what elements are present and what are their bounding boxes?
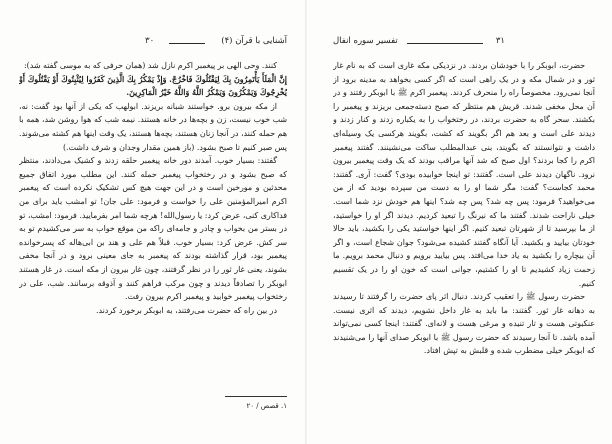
- right-paragraph-1: حضرت، ابوبکر را با خودشان بردند. در نزدیکی مکه غاری است که به نام غار ثور و در شمال مکه و در یک راهی است که اگر کسی بخواهد به مدینه برود از آنجا نمی‌رود. مخصوصاً راه را منحرف کردند. پیغمبر اکرم ﷺ با ابوبکر رفتند و در آن محل مخفی شدند. قریش هم منتظر که صبح دسته‌جمعی بریزند و پیغمبر را بکشند. سحر گاه به حضرت بردند، در رختخواب را به یکباره زدند و کنار زدند و دیدند علی است و بعد هم اگر بگویند که کشت، بگویند هرکسی یک وسیله‌ای داشت و نتوانستند که بگویند، بنی عبدالمطلب ساکت می‌نشینند. گفتند پیغمبر اکرم را کجا بردند؟ اول صبح که شد آنها مراقب بودند که یک وقت پیغمبر بیرون نرود. ناگهان دیدند علی است. گفتند: تو اینجا خوابیده بودی؟ گفت: آری. گفتند: محمد کجاست؟ گفت: مگر شما او را به دست من سپرده بودید که از من می‌خواهید؟ فرمود: پس چه شد؟ پس چه شد؟ اینها هم خودش نزد شما است. خیلی ناراحت شدند. گفتند ما که نیرنگ را تبعید کردیم. دیدند اگر او را خواستید، از ما بپرسید تا از شهرتان تبعید کنیم. اگر اینها خواستید یکی را بکشید، باید حالا خودتان بیایید و بکشید. آیا آنگاه گفتند کشیده می‌شود؟ جوان شجاع است، و اگر آن بیچاره را بکشید به یاد خدا می‌افتد. پس بیایید برویم و دنبال محمد برویم. ما زحمت زیاد کشیدیم تا او را کشتیم، جوانی است که خون او را در یک تقسیم کنیم.: [333, 61, 595, 288]
- left-page-header: [19, 34, 287, 50]
- right-header-rule: [407, 43, 483, 44]
- right-paragraph-2: حضرت رسول ﷺ را تعقیب کردند. دنبال اثر پای حضرت را گرفتند تا رسیدند به دهانه غار ثور. گفتند: ما باید به غار داخل نشویم، دیدند که اثری نیست. عنکبوتی هست و تار تنیده و مرغی هست و لانه‌ای. گفتند: اینجا کسی نمی‌تواند آمده باشد. تا آنجا رسیدند که حضرت رسول ﷺ با ابوبکر صدای آنها را می‌شنیدند که ابوبکر خیلی مضطرب شده و قلبش به تپش افتاد.: [333, 292, 595, 356]
- right-page-header: [333, 34, 595, 50]
- book-gutter: [305, 0, 307, 444]
- left-header-rule: [169, 43, 205, 44]
- left-paragraph-1: کنند. وحی الهی بر پیغمبر اکرم نازل شد (همان حرفی که به موسی گفته شد):: [23, 61, 277, 70]
- right-page-number: ۳۱: [495, 36, 505, 46]
- left-page-number: ۳۰: [145, 36, 155, 46]
- left-paragraph-3: از مکه بیرون برو. خواستند شبانه بریزند. ابولهب که یکی از آنها بود گفت: نه، شب خوب نیست، زن و بچه‌ها در خانه هستند. نیمه شب که هوا روشن شد، همه با هم حمله کنند، در آنجا زنان هستند، بچه‌ها هستند، یک وقت اینها هم کشته می‌شوند. پس صبر کنیم تا صبح بشود. (باز همین مقدار وجدان و شرف داشت.): [19, 101, 287, 152]
- left-running-title: آشنایی با قرآن (۴): [221, 36, 287, 46]
- quran-verse-quote: إِنَّ الْمَلَأَ يَأْتَمِرُونَ بِكَ لِيَقْتُلُوكَ فَاخْرُجْ. وَإِذْ يَمْكُرُ بِكَ الَّذِينَ كَفَرُوا لِيُثْبِتُوكَ أَوْ يَقْتُلُوكَ أَوْ يُخْرِجُوكَ وَيَمْكُرُونَ وَيَمْكُرُ اللَّهُ وَاللَّهُ خَيْرُ الْمَاكِرِينَ.: [19, 74, 287, 98]
- left-paragraph-4: گفتند: بسیار خوب. آمدند دور خانه پیغمبر حلقه زدند و کشیک می‌دادند، منتظر که صبح بشود و در رختخواب پیغمبر حمله کنند. این مطلب مورد اتفاق جمیع محدثین و مورخین است و در این جهت هیچ کس تشکیک نکرده است که پیغمبر اکرم امیرالمؤمنین علی را خواست و فرمود: علی جان! تو امشب باید برای من فداکاری کنی، عرض کرد: یا رسول‌الله! هرچه شما امر بفرمایید. فرمود: امشب، تو در بستر من بخواب و چادر و جامه‌ای راکه من موقع خواب به سر می‌کشیدم تو به سر کش. عرض کرد: بسیار خوب. قبلاً هم علی و هند بن ابی‌هاله که پسرخوانده پیغمبر بود، قرار گذاشته بودند که پیغمبر به جای معینی برود و در آنجا مخفی بشوند، یعنی غار ثور را در نظر گرفتند، چون غار بیرون از مکه است. در غار هستند ابوبکر را تصادفاً دیدند و چون مرکب فراهم کنند و آذوقه برسانند. شب، علی در رختخواب پیغمبر خوابید و پیغمبر اکرم بیرون رفت.: [19, 156, 287, 302]
- left-page: [19, 34, 287, 410]
- right-page-body: [333, 59, 595, 424]
- right-page: [333, 34, 595, 424]
- left-page-body: [19, 59, 287, 399]
- left-closing-paragraph: در بین راه که حضرت می‌رفتند، به ابوبکر برخورد کردند.: [95, 305, 277, 315]
- right-running-title: تفسیر سوره انفال: [333, 36, 398, 46]
- footnote-rule: [225, 396, 287, 397]
- footnote: ۱. قصص / ۲۰: [246, 402, 287, 410]
